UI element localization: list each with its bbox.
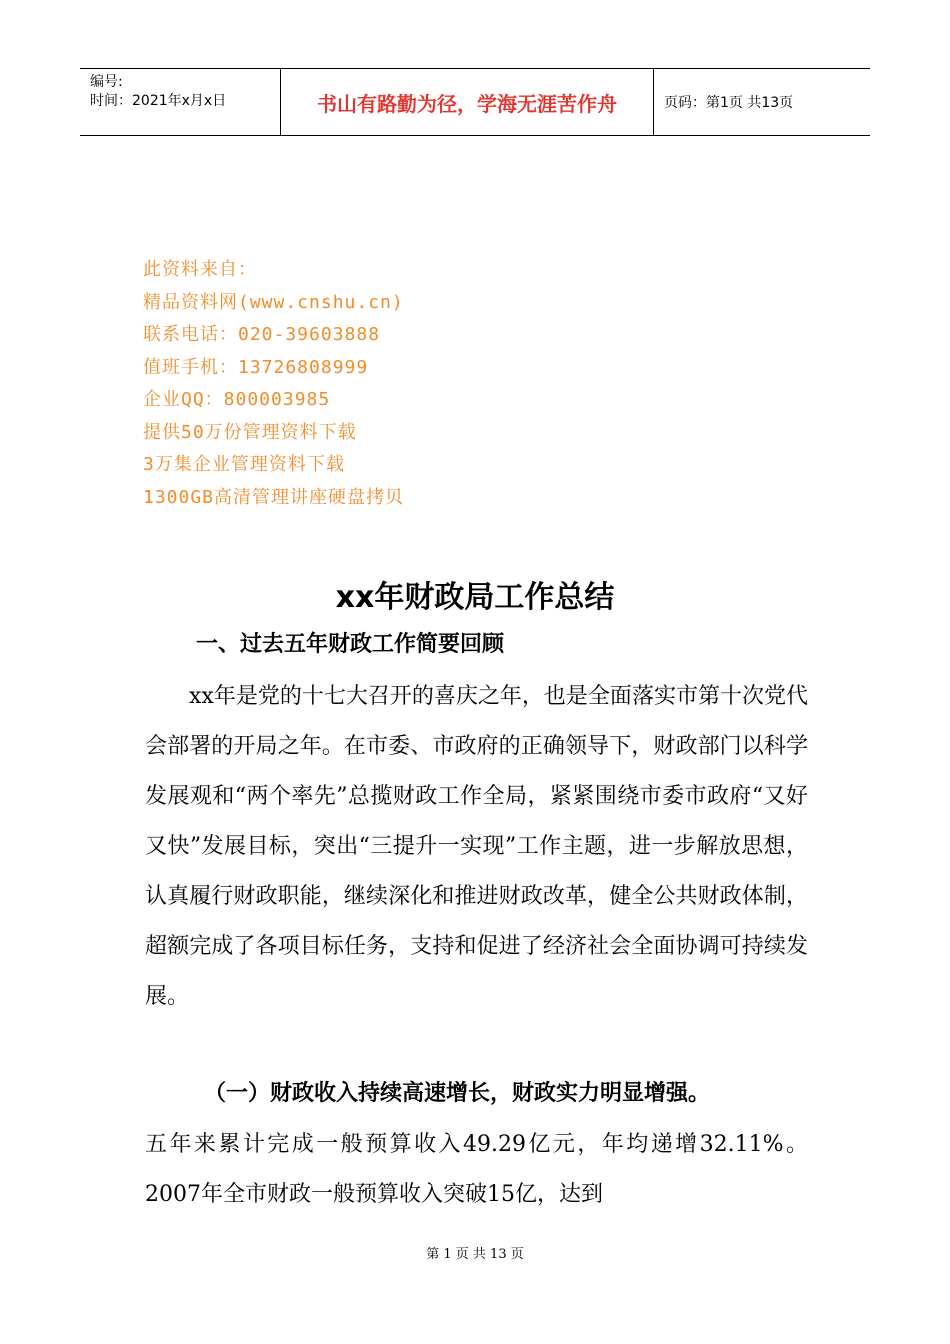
source-line: 此资料来自： (143, 259, 257, 280)
source-info-block (143, 254, 404, 514)
document-number-label: 编号: (90, 74, 123, 90)
subsection-heading: （一）财政收入持续高速增长，财政实力明显增强。 (204, 1081, 711, 1106)
source-line: 企业QQ：800003985 (143, 389, 331, 410)
source-line: 提供50万份管理资料下载 (143, 421, 357, 443)
source-line: 联系电话：020-39603888 (143, 324, 381, 345)
body-paragraph-1: xx年是党的十七大召开的喜庆之年，也是全面落实市第十次党代会部署的开局之年。在市委、市政府的正确领导下，财政部门以科学发展观和“两个率先”总揽财政工作全局，紧紧围绕市委市政府“又好又快”发展目标，突出“三提升一实现”工作主题，进一步解放思想，认真履行财政职能，继续深化和推进财政改革，健全公共财政体制，超额完成了各项目标任务，支持和促进了经济社会全面协调可持续发展。 (145, 684, 808, 1009)
source-line: 3万集企业管理资料下载 (143, 454, 345, 475)
header-page-info: 页码：第1页 共13页 (664, 95, 794, 111)
header-motto: 书山有路勤为径，学海无涯苦作舟 (281, 69, 654, 135)
page-footer: 第 1 页 共 13 页 (426, 1247, 524, 1262)
document-date-label: 时间：2021年x月x日 (90, 93, 227, 109)
section-heading: 一、过去五年财政工作简要回顾 (196, 632, 505, 657)
source-line: 1300GB高清管理讲座硬盘拷贝 (143, 486, 405, 508)
document-header (80, 68, 870, 136)
header-meta-cell (80, 69, 281, 135)
source-line: 精品资料网(www.cnshu.cn) (143, 291, 404, 313)
source-line: 值班手机：13726808999 (143, 356, 369, 378)
document-title: xx年财政局工作总结 (335, 580, 615, 615)
body-paragraph-2: 五年来累计完成一般预算收入49.29亿元，年均递增32.11%。2007年全市财政一般预算收入突破15亿，达到 (145, 1132, 808, 1207)
